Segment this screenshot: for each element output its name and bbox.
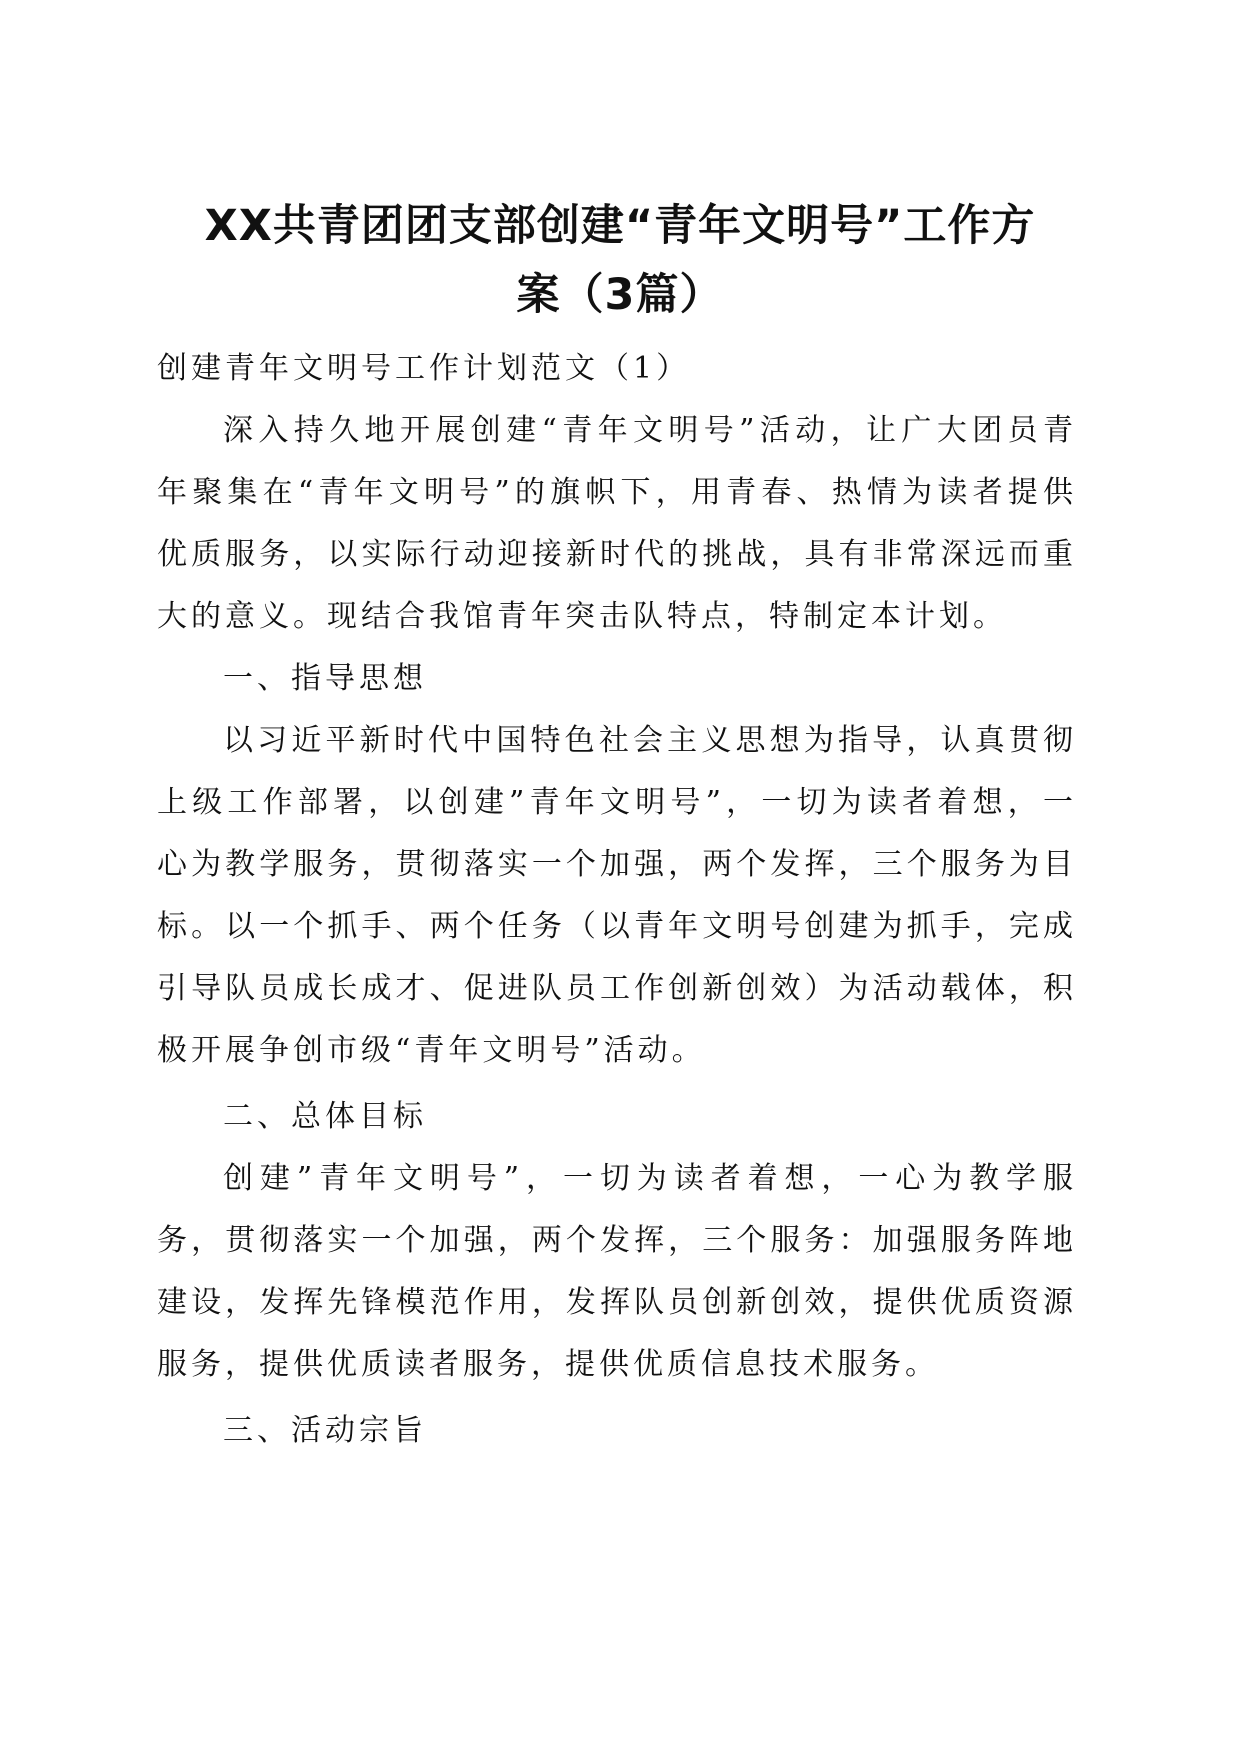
title-line-1: XX共青团团支部创建“青年文明号”工作方 (204, 201, 1036, 251)
document-subtitle: 创建青年文明号工作计划范文（1） (157, 351, 691, 386)
document-title (140, 192, 1100, 330)
title-line-2: 案（3篇） (516, 270, 724, 320)
paragraph-guiding-ideology: 以习近平新时代中国特色社会主义思想为指导，认真贯彻上级工作部署，以创建”青年文明号”，一切为读者着想，一心为教学服务，贯彻落实一个加强，两个发挥，三个服务为目标。以一个抓手、两个任务（以青年文明号创建为抓手，完成引导队员成长成才、促进队员工作创新创效）为活动载体，积极开展争创市级“青年文明号”活动。 (157, 723, 1077, 1068)
paragraph-overall-goal: 创建”青年文明号”，一切为读者着想，一心为教学服务，贯彻落实一个加强，两个发挥，三个服务：加强服务阵地建设，发挥先锋模范作用，发挥队员创新创效，提供优质资源服务，提供优质读者服务，提供优质信息技术服务。 (157, 1161, 1077, 1382)
section-heading-activity-purpose: 三、活动宗旨 (223, 1413, 427, 1448)
section-heading-guiding-ideology: 一、指导思想 (223, 661, 427, 696)
section-heading-overall-goal: 二、总体目标 (223, 1099, 427, 1134)
paragraph-intro: 深入持久地开展创建“青年文明号”活动，让广大团员青年聚集在“青年文明号”的旗帜下，用青春、热情为读者提供优质服务，以实际行动迎接新时代的挑战，具有非常深远而重大的意义。现结合我馆青年突击队特点，特制定本计划。 (157, 413, 1077, 634)
